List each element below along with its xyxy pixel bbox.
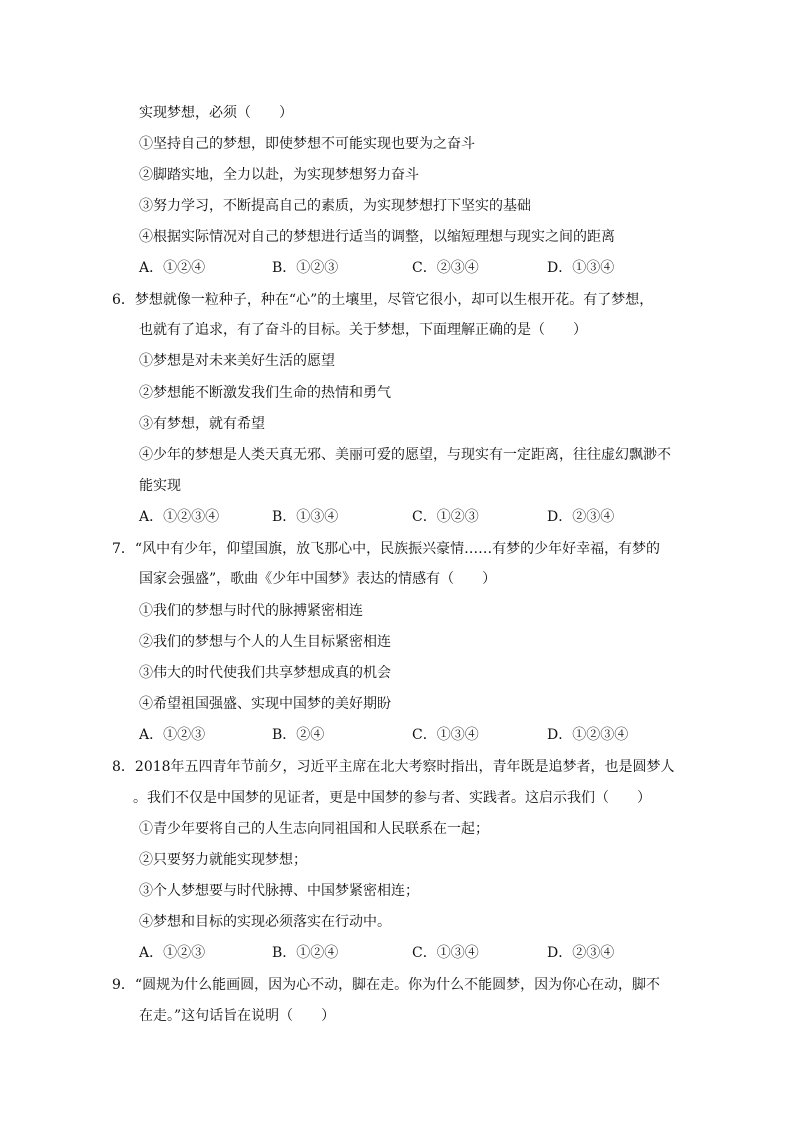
q6-item-4-line-1: ④少年的梦想是人类天真无邪、美丽可爱的愿望，与现实有一定距离，往往虚幻飘渺不 [139,447,671,463]
q5-option-d: D．①③④ [547,260,615,276]
q7-option-c: C．①③④ [412,727,479,743]
q5-item-2: ②脚踏实地，全力以赴，为实现梦想努力奋斗 [139,167,419,183]
q7-option-a: A．①②③ [139,727,206,743]
q8-option-b: B．①②④ [272,945,339,961]
q5-option-b: B．①②③ [272,260,339,276]
q7-item-3: ③伟大的时代使我们共享梦想成真的机会 [139,665,391,681]
q5-option-c: C．②③④ [412,260,479,276]
q7-item-4: ④希望祖国强盛、实现中国梦的美好期盼 [139,696,391,712]
q8-item-1: ①青少年要将自己的人生志向同祖国和人民联系在一起； [139,821,489,837]
q6-option-c: C．①②③ [412,509,479,525]
q7-option-d: D．①②③④ [547,727,629,743]
q6-stem-line-2: 也就有了追求，有了奋斗的目标。关于梦想，下面理解正确的是（ ） [139,322,587,338]
q8-option-c: C．①③④ [412,945,479,961]
q6-item-2: ②梦想能不断激发我们生命的热情和勇气 [139,385,391,401]
q7-option-b: B．②④ [272,727,325,743]
q5-item-3: ③努力学习，不断提高自己的素质，为实现梦想打下坚实的基础 [139,198,531,214]
q7-stem-line-2: 国家会强盛”，歌曲《少年中国梦》表达的情感有（ ） [139,571,497,587]
q6-option-d: D．②③④ [547,509,615,525]
q8-item-3: ③个人梦想要与时代脉搏、中国梦紧密相连； [139,883,419,899]
q6-stem-line-1: 6．梦想就像一粒种子，种在“心”的土壤里，尽管它很小，却可以生根开花。有了梦想， [112,292,654,308]
q9-stem-line-2: 在走。”这句话旨在说明（ ） [139,1008,336,1024]
q5-item-1: ①坚持自己的梦想，即使梦想不可能实现也要为之奋斗 [139,136,475,152]
q8-stem-line-1: 8．2018年五四青年节前夕，习近平主席在北大考察时指出，青年既是追梦者，也是圆梦人 [112,759,675,775]
q8-item-4: ④梦想和目标的实现必须落实在行动中。 [139,914,391,930]
q7-stem-line-1: 7．“风中有少年，仰望国旗，放飞那心中，民族振兴豪情……有梦的少年好幸福，有梦的 [112,541,661,557]
q5-item-4: ④根据实际情况对自己的梦想进行适当的调整，以缩短理想与现实之间的距离 [139,229,615,245]
q7-item-2: ②我们的梦想与个人的人生目标紧密相连 [139,634,391,650]
q8-option-a: A．①②③ [139,945,206,961]
q8-stem-line-2: 。我们不仅是中国梦的见证者，更是中国梦的参与者、实践者。这启示我们（ ） [133,790,651,806]
q9-stem-line-1: 9．“圆规为什么能画圆，因为心不动，脚在走。你为什么不能圆梦，因为你心在动，脚不 [112,977,661,993]
q8-item-2: ②只要努力就能实现梦想； [139,852,307,868]
q6-option-b: B．①③④ [272,509,339,525]
q5-stem-tail: 实现梦想，必须（ ） [139,105,293,121]
q6-item-4-line-2: 能实现 [139,478,181,494]
q8-option-d: D．②③④ [547,945,615,961]
q6-item-3: ③有梦想，就有希望 [139,416,265,432]
q6-item-1: ①梦想是对未来美好生活的愿望 [139,353,335,369]
q5-option-a: A．①②④ [139,260,206,276]
q7-item-1: ①我们的梦想与时代的脉搏紧密相连 [139,603,363,619]
q6-option-a: A．①②③④ [139,509,220,525]
